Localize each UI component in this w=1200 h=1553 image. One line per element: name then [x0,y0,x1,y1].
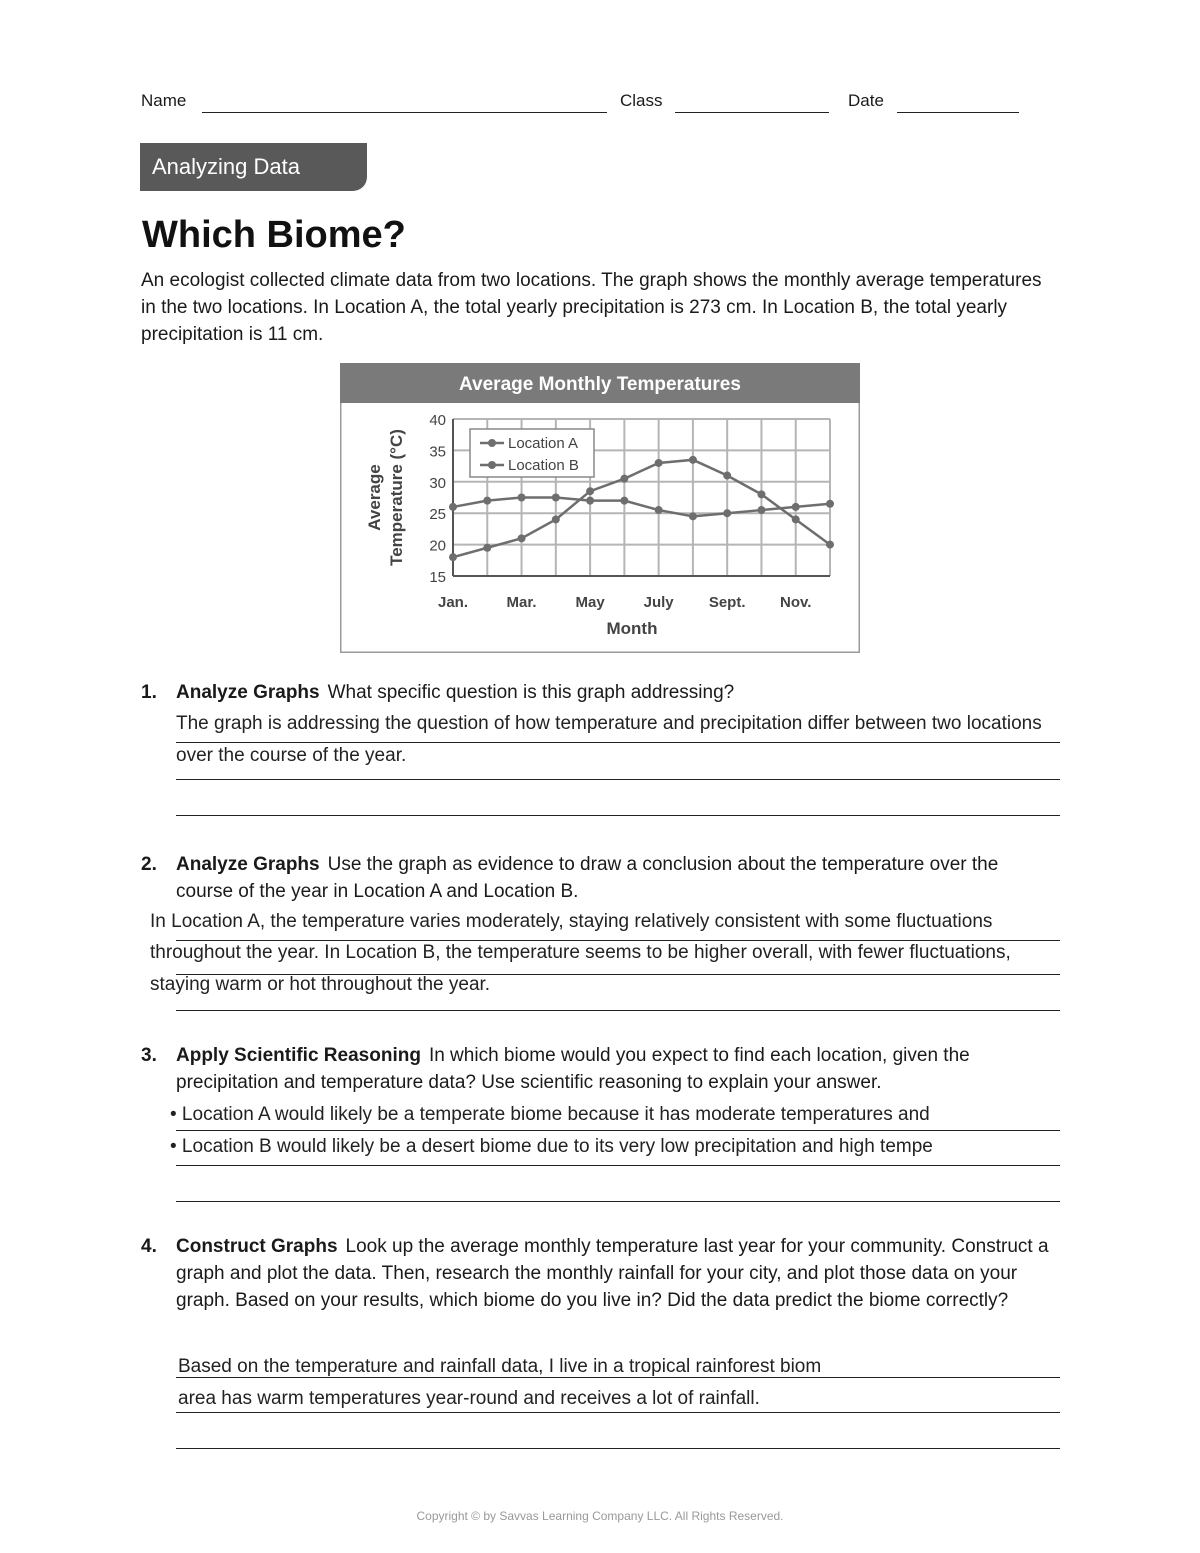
data-point [757,506,765,514]
answer-rule [176,940,1060,941]
x-tick-label: May [575,594,605,611]
question-2 [0,851,1200,911]
y-axis-label-line2: Temperature (°C) [387,429,406,566]
data-point [826,541,834,549]
x-tick-label: Sept. [708,594,746,611]
y-tick-label: 20 [429,537,446,555]
data-point [723,509,731,517]
answer-rule [176,1412,1060,1413]
section-tag: Analyzing Data [140,143,367,191]
answer-line[interactable]: Based on the temperature and rainfall data, I live in a tropical rainforest biom [178,1356,822,1377]
question-prompt: Look up the average monthly temperature last year for your community. Construct a graph and plot the data. Then, research the monthly rainfall for your city, and plot those data on your graph. Based on your results, which biome do you live in? Did the data predict the biome correctly? [176,1236,1049,1311]
answer-rule [176,1165,1060,1166]
question-4 [0,1233,1200,1348]
legend-marker [488,461,496,469]
answer-line[interactable]: The graph is addressing the question of how temperature and precipitation differ between two locations [176,713,1042,734]
data-point [552,515,560,523]
data-point [483,497,491,505]
answer-rule [176,1010,1060,1011]
y-tick-label: 25 [429,506,446,524]
question-number: 2. [141,854,157,875]
data-point [518,494,526,502]
data-point [586,497,594,505]
answer-rule [176,742,1060,743]
question-heading: Analyze Graphs [176,854,320,875]
class-field[interactable] [675,112,829,113]
x-axis-label: Month [606,619,658,638]
data-point [518,534,526,542]
question-heading: Apply Scientific Reasoning [176,1045,421,1066]
answer-rule [176,1377,1060,1378]
name-field[interactable] [202,112,607,113]
data-point [723,472,731,480]
name-label: Name [141,91,187,110]
x-tick-label: Jan. [437,594,469,611]
legend-marker [488,439,496,447]
class-label: Class [620,91,663,110]
answer-rule [176,1130,1060,1131]
y-axis-label-line1: Average [365,464,384,531]
temperature-chart [340,363,860,653]
answer-line[interactable]: throughout the year. In Location B, the temperature seems to be higher overall, with fewer fluctuations, [150,942,1011,963]
intro-paragraph: An ecologist collected climate data from two locations. The graph shows the monthly average temperatures in the two locations. In Location A, the total yearly precipitation is 273 cm. In Location B, the total yearly precipitation is 11 cm. [141,270,1042,345]
answer-rule [176,1448,1060,1449]
y-tick-label: 15 [429,569,446,586]
data-point [655,459,663,467]
answer-rule [176,815,1060,816]
answer-line[interactable]: area has warm temperatures year-round and receives a lot of rainfall. [178,1388,760,1409]
data-point [689,456,697,464]
copyright-footer: Copyright © by Savvas Learning Company LLC. All Rights Reserved. [416,1509,784,1523]
data-point [620,475,628,483]
question-number: 1. [141,682,157,703]
date-field[interactable] [897,112,1019,113]
question-1 [0,679,1200,709]
x-tick-label: Nov. [780,594,812,611]
data-point [655,506,663,514]
y-tick-label: 40 [429,412,446,429]
question-number: 4. [141,1236,157,1257]
answer-line[interactable]: staying warm or hot throughout the year. [150,974,491,995]
question-prompt: In which biome would you expect to find each location, given the precipitation and temperature data? Use scientific reasoning to explain your answer. [176,1045,970,1093]
legend-label: Location B [508,457,579,474]
data-point [792,515,800,523]
answer-line[interactable]: • Location B would likely be a desert biome due to its very low precipitation and high tempe [170,1136,933,1157]
data-point [757,490,765,498]
legend-label: Location A [508,435,579,452]
data-point [449,553,457,561]
y-tick-label: 30 [429,474,446,492]
page-title: Which Biome? [142,214,406,256]
data-point [552,494,560,502]
question-3 [0,1042,1200,1102]
question-number: 3. [141,1045,157,1066]
data-point [689,512,697,520]
data-point [586,487,594,495]
date-label: Date [848,91,884,110]
answer-line[interactable]: • Location A would likely be a temperate biome because it has moderate temperatures and [170,1104,930,1125]
question-prompt: What specific question is this graph addressing? [327,682,735,703]
data-point [826,500,834,508]
data-point [449,503,457,511]
answer-line[interactable]: In Location A, the temperature varies moderately, staying relatively consistent with some fluctuations [150,911,993,932]
answer-rule [176,1201,1060,1202]
question-heading: Construct Graphs [176,1236,338,1257]
x-tick-label: July [643,594,674,611]
data-point [792,503,800,511]
answer-rule [176,779,1060,780]
x-tick-label: Mar. [506,594,537,611]
chart-title: Average Monthly Temperatures [459,374,741,395]
data-point [483,544,491,552]
data-point [620,497,628,505]
question-prompt: Use the graph as evidence to draw a conclusion about the temperature over the course of the year in Location A and Location B. [176,854,999,902]
y-tick-label: 35 [429,443,446,461]
question-heading: Analyze Graphs [176,682,320,703]
answer-line[interactable]: over the course of the year. [176,745,407,766]
